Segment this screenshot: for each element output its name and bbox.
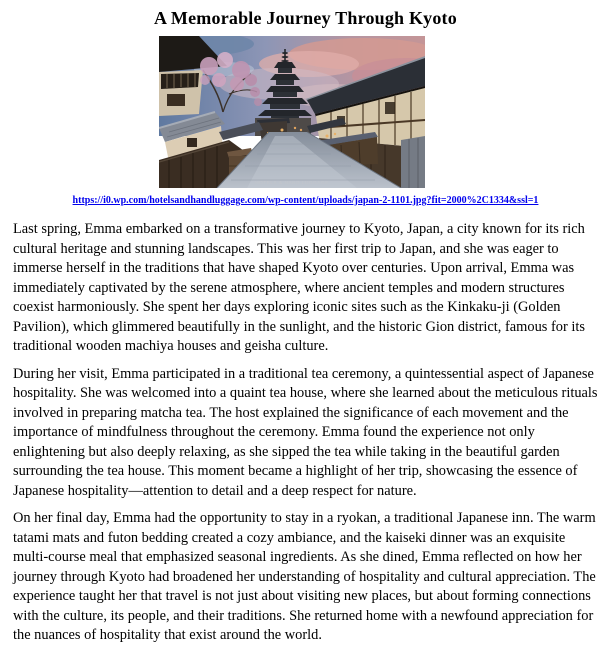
- article-body: [13, 220, 598, 646]
- kyoto-street-photo: [159, 36, 425, 188]
- paragraph-3: On her final day, Emma had the opportunity to stay in a ryokan, a traditional Japanese inn. The warm tatami mats and futon bedding created a cozy ambiance, and the kaiseki dinner was an exquisite multi-course meal that emphasized seasonal ingredients. As she dined, Emma reflected on how her journey through Kyoto had broadened her understanding of hospitality and cultural appreciation. The experience taught her that travel is not just about visiting new places, but about forming connections with the culture, its people, and their traditions. She returned home with a newfound appreciation for the nuances of hospitality that exist around the world.: [13, 510, 596, 643]
- paragraph-1: Last spring, Emma embarked on a transformative journey to Kyoto, Japan, a city known for its rich cultural heritage and stunning landscapes. This was her first trip to Japan, and she was eager to immerse herself in the traditions that have shaped Kyoto over centuries. Upon arrival, Emma was immediately captivated by the serene atmosphere, where ancient temples and modern structures coexist harmoniously. She spent her days exploring iconic sites such as the Kinkaku-ji (Golden Pavilion), which glimmered beautifully in the sunlight, and the historic Gion district, famous for its traditional wooden machiya houses and geisha culture.: [13, 221, 585, 354]
- page-title: A Memorable Journey Through Kyoto: [154, 8, 457, 28]
- paragraph-2: During her visit, Emma participated in a traditional tea ceremony, a quintessential aspect of Japanese hospitality. She was welcomed into a quaint tea house, where she learned about the meticulous rituals involved in preparing matcha tea. The host explained the significance of each movement and the importance of mindfulness throughout the ceremony. Emma found the experience not only enlightening but also deeply relaxing, as she sipped the tea while taking in the beautiful garden surrounding the tea house. This moment became a highlight of her trip, showcasing the essence of Japanese hospitality—attention to detail and a deep respect for nature.: [13, 365, 598, 499]
- kyoto-photo-illustration: [159, 36, 425, 188]
- image-source-link[interactable]: https://i0.wp.com/hotelsandhandluggage.com/wp-content/uploads/japan-2-1101.jpg?fit=2000%2C1334&ssl=1: [72, 195, 539, 206]
- image-source-line: [0, 193, 611, 206]
- photo-watermark: HOTELS & HAND LUGGAGE: [255, 180, 329, 185]
